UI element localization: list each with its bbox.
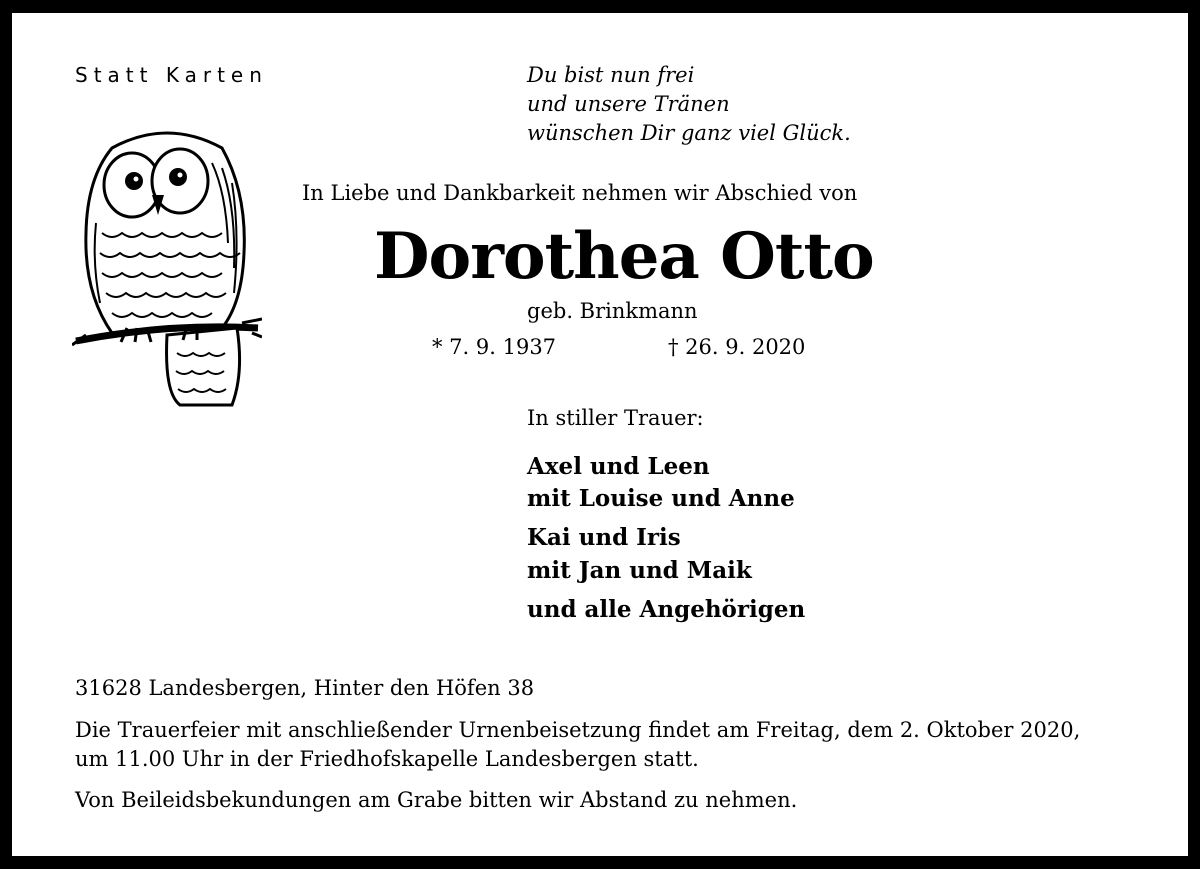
mourner-line: Kai und Iris [527, 524, 681, 551]
mourner-line: mit Louise und Anne [527, 485, 795, 512]
service-info [75, 716, 1080, 774]
deceased-name: Dorothea Otto [374, 219, 874, 294]
intro-text: In Liebe und Dankbarkeit nehmen wir Abschied von [302, 181, 858, 205]
birth-date: * 7. 9. 1937 [432, 335, 557, 359]
poem [527, 61, 851, 148]
obituary-card [12, 13, 1188, 856]
service-line: Die Trauerfeier mit anschließender Urnenbeisetzung findet am Freitag, dem 2. Oktober 2020, [75, 718, 1081, 742]
statt-karten-label: Statt Karten [75, 63, 268, 87]
service-line: um 11.00 Uhr in der Friedhofskapelle Landesbergen statt. [75, 747, 699, 771]
poem-line: Du bist nun frei [527, 63, 695, 87]
condolence-note: Von Beileidsbekundungen am Grabe bitten wir Abstand zu nehmen. [75, 788, 798, 812]
death-date: † 26. 9. 2020 [668, 335, 806, 359]
owl-icon [72, 123, 262, 408]
family-address: 31628 Landesbergen, Hinter den Höfen 38 [75, 676, 535, 700]
poem-line: wünschen Dir ganz viel Glück. [527, 121, 851, 145]
mourners-heading: In stiller Trauer: [527, 406, 704, 430]
poem-line: und unsere Tränen [527, 92, 730, 116]
mourner-line: und alle Angehörigen [527, 596, 806, 623]
maiden-name: geb. Brinkmann [527, 299, 698, 323]
mourner-line: mit Jan und Maik [527, 557, 752, 584]
mourner-line: Axel und Leen [527, 453, 710, 480]
